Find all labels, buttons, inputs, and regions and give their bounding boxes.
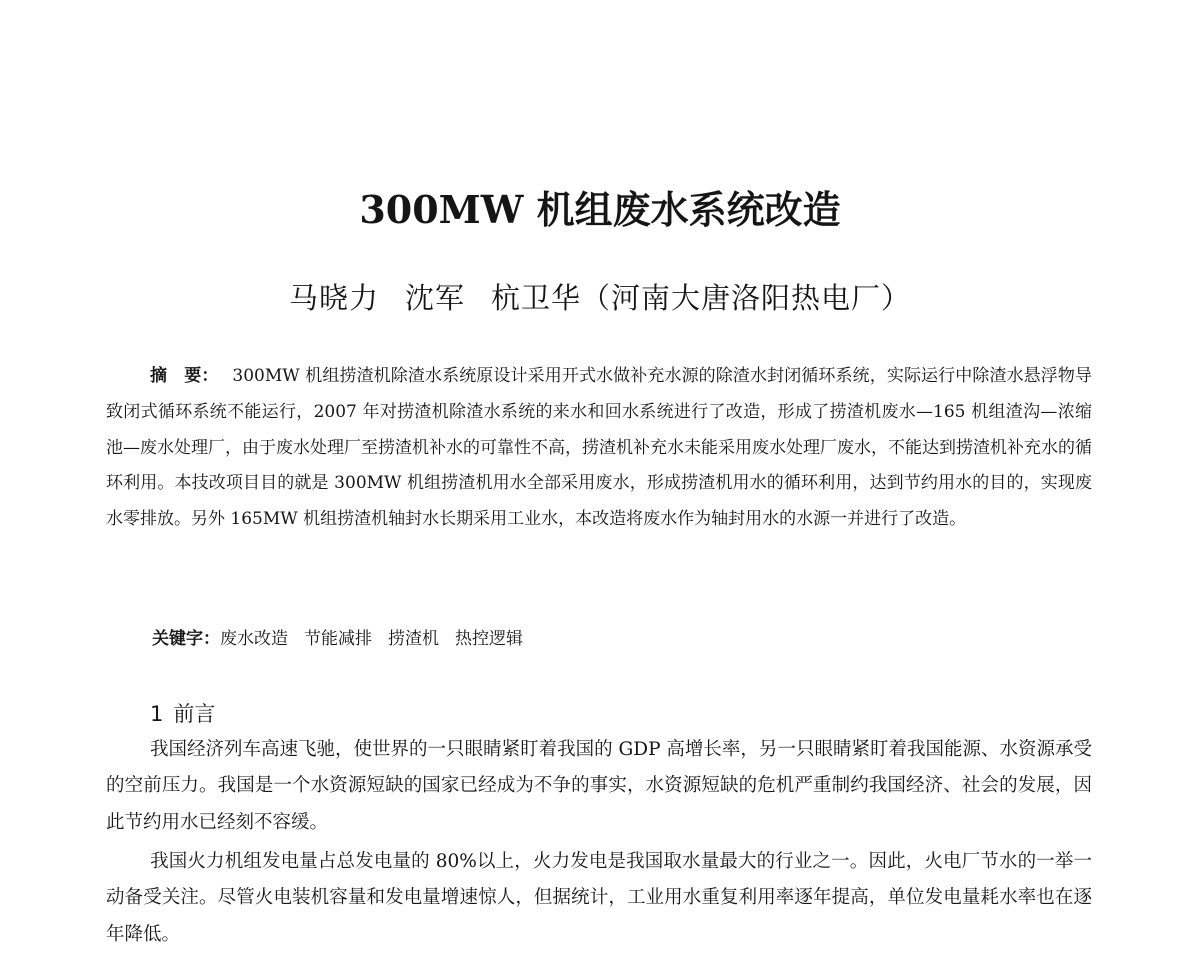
paper-title: 300MW 机组废水系统改造 [359,187,841,232]
abstract [106,359,1092,538]
abstract-text: 300MW 机组捞渣机除渣水系统原设计采用开式水做补充水源的除渣水封闭循环系统，实际运行中除渣水悬浮物导致闭式循环系统不能运行，2007 年对捞渣机除渣水系统的来水和回水系统进行了改造，形成了捞渣机废水—165 机组渣沟—浓缩池—废水处理厂，由于废水处理厂至捞渣机补水的可靠性不高，捞渣机补充水未能采用废水处理厂废水，不能达到捞渣机补充水的循环利用。本技改项目目的就是 300MW 机组捞渣机用水全部采用废水，形成捞渣机用水的循环利用，达到节约用水的目的，实现废水零排放。另外 165MW 机组捞渣机轴封水长期采用工业水，本改造将废水作为轴封用水的水源一并进行了改造。 [106,366,1092,530]
author-line [0,275,1200,321]
keyword: 废水改造 [220,629,288,649]
body-paragraph [106,844,1092,953]
keywords [152,621,539,657]
body-paragraph [106,732,1092,841]
paragraph-text: 我国经济列车高速飞驰，使世界的一只眼睛紧盯着我国的 GDP 高增长率，另一只眼睛紧盯着我国能源、水资源承受的空前压力。我国是一个水资源短缺的国家已经成为不争的事实，水资源短缺的危机严重制约我国经济、社会的发展，因此节约用水已经刻不容缓。 [106,739,1092,833]
keyword: 热控逻辑 [455,629,523,649]
author-name: 沈军 [404,281,465,315]
section-heading [150,696,215,732]
author-affiliation: （河南大唐洛阳热电厂） [581,281,912,315]
abstract-label: 摘 要： [150,366,219,386]
keyword: 捞渣机 [388,629,439,649]
keyword: 节能减排 [304,629,372,649]
section-number: 1 [150,702,164,726]
author-name: 杭卫华 [491,281,582,315]
section-title: 前言 [173,702,216,726]
keywords-label: 关键字： [152,629,220,649]
author-name: 马晓力 [288,281,379,315]
paragraph-text: 我国火力机组发电量占总发电量的 80%以上，火力发电是我国取水量最大的行业之一。因此，火电厂节水的一举一动备受关注。尽管火电装机容量和发电量增速惊人，但据统计，工业用水重复利用率逐年提高，单位发电量耗水率也在逐年降低。 [106,851,1092,945]
